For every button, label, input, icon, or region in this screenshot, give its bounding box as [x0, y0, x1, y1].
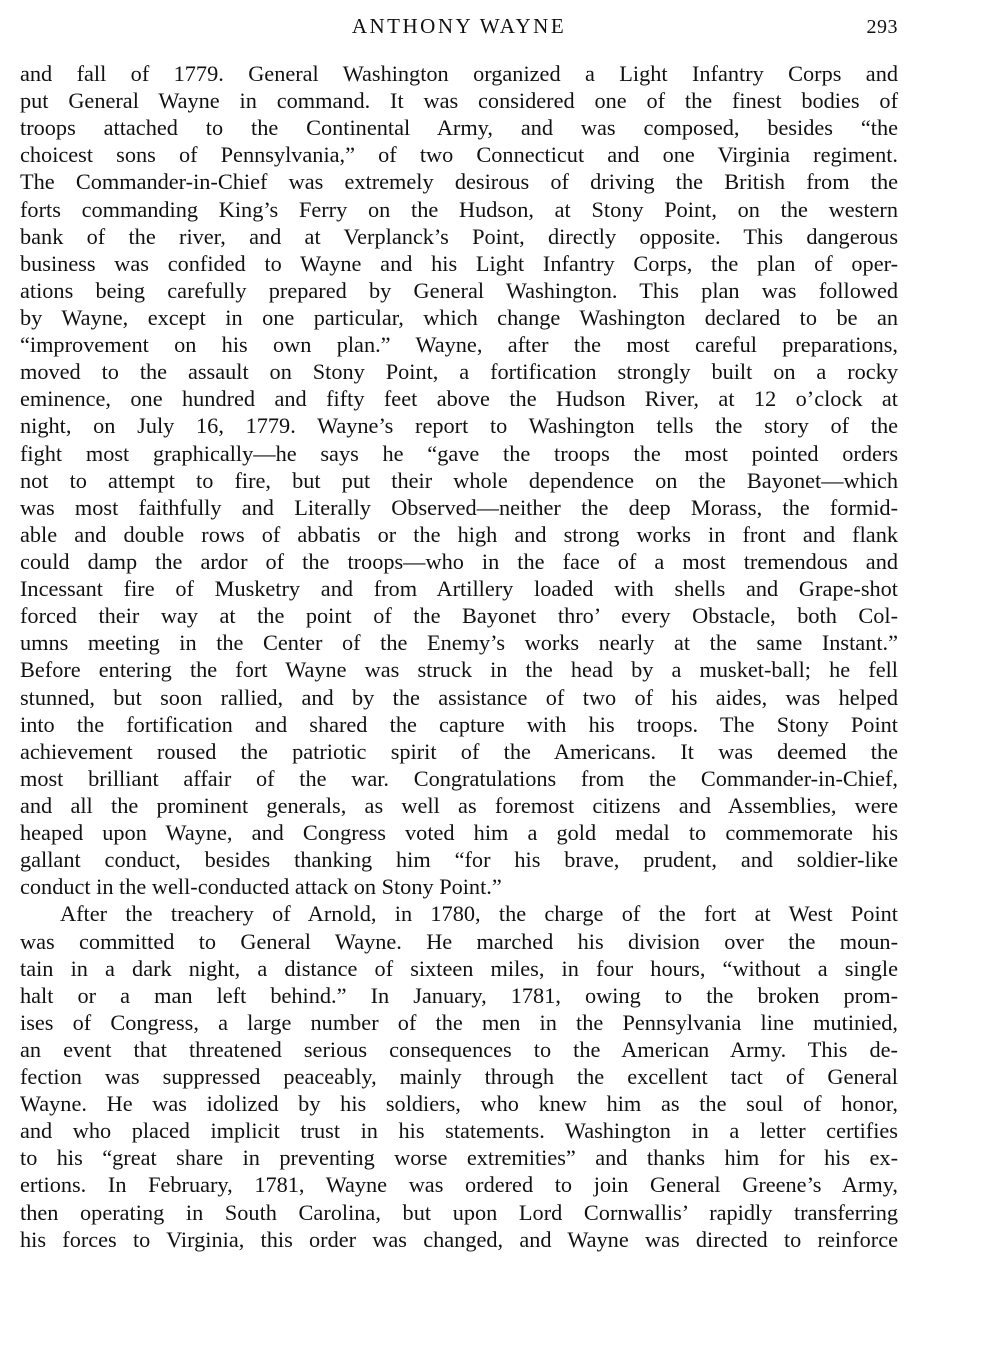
- text-line: was committed to General Wayne. He marched his division over the moun-: [20, 928, 898, 954]
- text-line: could damp the ardor of the troops—who in the face of a most tremendous and: [20, 548, 898, 574]
- text-line: heaped upon Wayne, and Congress voted him a gold medal to commemorate his: [20, 820, 898, 846]
- text-line: not to attempt to fire, but put their whole dependence on the Bayonet—which: [20, 467, 898, 493]
- text-line: bank of the river, and at Verplanck’s Point, directly opposite. This dangerous: [20, 223, 898, 249]
- text-line: choicest sons of Pennsylvania,” of two Connecticut and one Virginia regiment.: [20, 142, 898, 168]
- text-line: fight most graphically—he says he “gave the troops the most pointed orders: [20, 440, 898, 466]
- text-line: halt or a man left behind.” In January, 1781, owing to the broken prom-: [20, 982, 898, 1008]
- text-line: Before entering the fort Wayne was struck in the head by a musket-ball; he fell: [20, 657, 898, 683]
- text-line: night, on July 16, 1779. Wayne’s report to Washington tells the story of the: [20, 413, 898, 439]
- text-line: by Wayne, except in one particular, which change Washington declared to be an: [20, 304, 898, 330]
- text-line: eminence, one hundred and fifty feet above the Hudson River, at 12 o’clock at: [20, 386, 898, 412]
- running-title: ANTHONY WAYNE: [351, 14, 567, 38]
- text-line: and fall of 1779. General Washington organized a Light Infantry Corps and: [20, 61, 898, 86]
- text-line: achievement roused the patriotic spirit of the Americans. It was deemed the: [20, 738, 898, 764]
- text-line: and who placed implicit trust in his statements. Washington in a letter certifies: [20, 1118, 898, 1144]
- running-head: [20, 8, 898, 42]
- page-number: 293: [866, 16, 898, 38]
- text-line: moved to the assault on Stony Point, a fortification strongly built on a rocky: [20, 359, 898, 385]
- text-line: forts commanding King’s Ferry on the Hudson, at Stony Point, on the western: [20, 196, 898, 222]
- text-line: forced their way at the point of the Bayonet thro’ every Obstacle, both Col-: [20, 603, 898, 629]
- text-line: gallant conduct, besides thanking him “for his brave, prudent, and soldier-like: [20, 847, 898, 873]
- text-line: able and double rows of abbatis or the high and strong works in front and flank: [20, 521, 898, 547]
- text-line: Wayne. He was idolized by his soldiers, who knew him as the soul of honor,: [20, 1091, 898, 1117]
- text-line: most brilliant affair of the war. Congratulations from the Commander-in-Chief,: [20, 765, 898, 791]
- text-line: umns meeting in the Center of the Enemy’s works nearly at the same Instant.”: [20, 630, 898, 656]
- text-line: and all the prominent generals, as well as foremost citizens and Assemblies, were: [20, 792, 898, 818]
- text-line: troops attached to the Continental Army, and was composed, besides “the: [20, 115, 898, 141]
- body-text: [20, 60, 898, 1253]
- text-line: ertions. In February, 1781, Wayne was ordered to join General Greene’s Army,: [20, 1172, 898, 1198]
- text-line: was most faithfully and Literally Observed—neither the deep Morass, the formid-: [20, 494, 898, 520]
- paragraph-end-line: conduct in the well-conducted attack on Stony Point.”: [20, 874, 502, 900]
- paragraph-start-line: After the treachery of Arnold, in 1780, the charge of the fort at West Point: [60, 901, 898, 927]
- text-line: business was confided to Wayne and his Light Infantry Corps, the plan of oper-: [20, 250, 898, 276]
- text-line: an event that threatened serious consequences to the American Army. This de-: [20, 1036, 898, 1062]
- text-line: fection was suppressed peaceably, mainly through the excellent tact of General: [20, 1064, 898, 1090]
- book-page: [20, 8, 898, 1338]
- text-line: to his “great share in preventing worse extremities” and thanks him for his ex-: [20, 1145, 898, 1171]
- text-line: into the fortification and shared the capture with his troops. The Stony Point: [20, 711, 898, 737]
- text-line: Incessant fire of Musketry and from Artillery loaded with shells and Grape-shot: [20, 576, 898, 602]
- text-line: put General Wayne in command. It was considered one of the finest bodies of: [20, 88, 898, 114]
- text-line: The Commander-in-Chief was extremely desirous of driving the British from the: [20, 169, 898, 195]
- text-line: then operating in South Carolina, but upon Lord Cornwallis’ rapidly transferring: [20, 1199, 898, 1225]
- text-line: tain in a dark night, a distance of sixteen miles, in four hours, “without a single: [20, 955, 898, 981]
- text-line: ises of Congress, a large number of the men in the Pennsylvania line mutinied,: [20, 1009, 898, 1035]
- text-line: his forces to Virginia, this order was changed, and Wayne was directed to reinforce: [20, 1226, 898, 1252]
- text-line: ations being carefully prepared by General Washington. This plan was followed: [20, 277, 898, 303]
- text-line: stunned, but soon rallied, and by the assistance of two of his aides, was helped: [20, 684, 898, 710]
- text-line: “improvement on his own plan.” Wayne, after the most careful preparations,: [20, 332, 898, 358]
